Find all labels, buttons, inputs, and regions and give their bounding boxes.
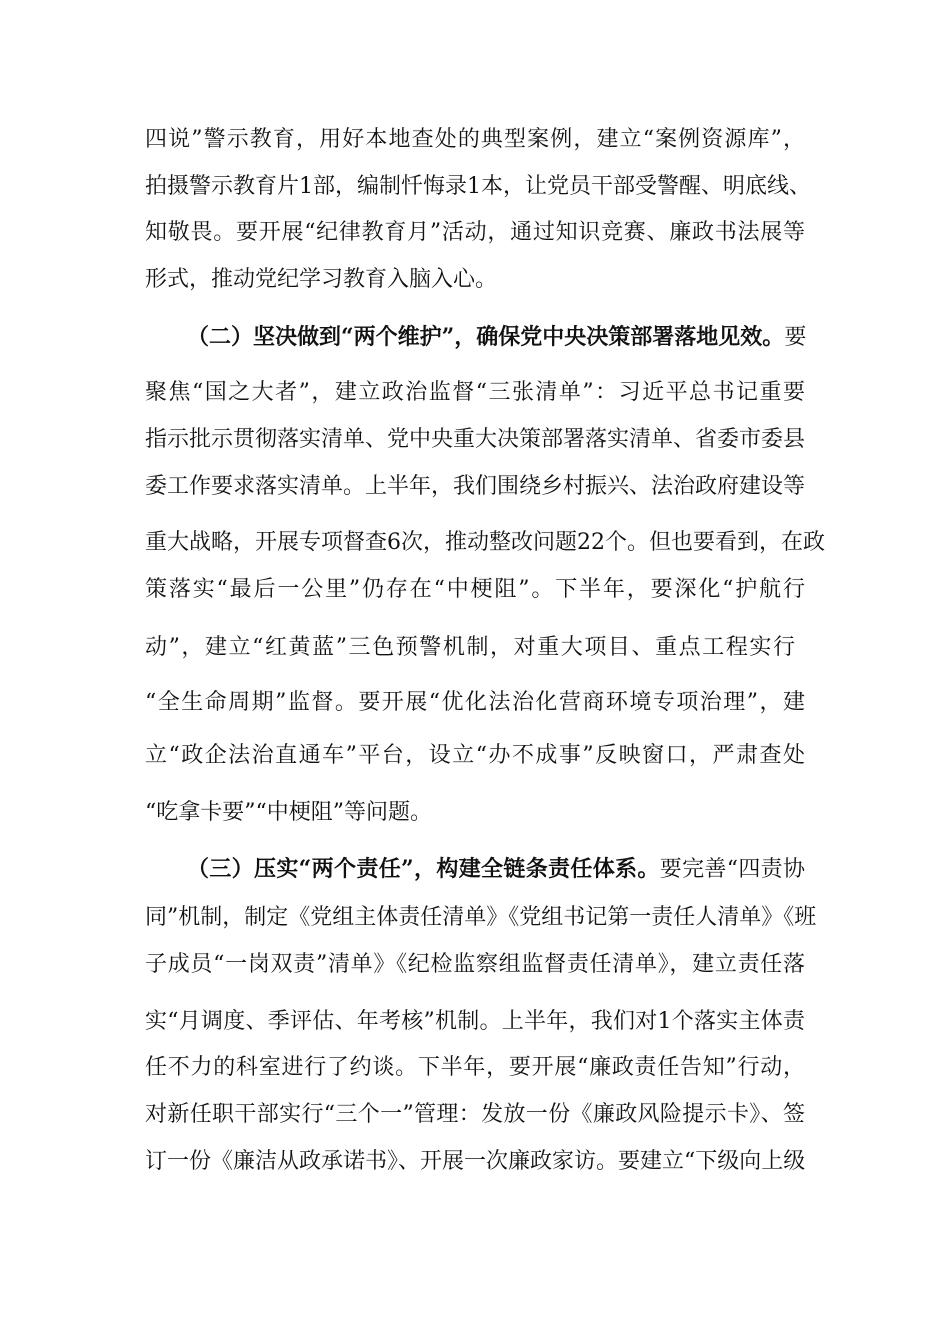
section-heading-line — [187, 854, 805, 884]
text-line — [145, 218, 805, 248]
body-text: 指示批示贯彻落实清单、党中央重大决策部署落实清单、省委市委县 — [145, 427, 806, 452]
text-line — [145, 425, 805, 455]
body-text: 四说”警示教育，用好本地查处的典型案例，建立“案例资源库”， — [145, 127, 805, 152]
text-line — [145, 688, 805, 718]
body-text: 委工作要求落实清单。上半年，我们围绕乡村振兴、法治政府建设等 — [145, 474, 806, 499]
body-text: 子成员“一岗双责”清单》《纪检监察组监督责任清单》，建立责任落 — [145, 952, 805, 977]
section-heading: （二）坚决做到“两个维护”，确保党中央决策部署落地见效。 — [187, 324, 785, 350]
body-text: 实“月调度、季评估、年考核”机制。上半年，我们对1个落实主体责 — [145, 1009, 805, 1034]
body-text: 要完善“四责协 — [659, 857, 806, 882]
body-text: “吃拿卡要”“中梗阻”等问题。 — [145, 800, 432, 825]
section-heading-line — [187, 322, 805, 352]
text-line — [145, 575, 805, 605]
body-text: 知敬畏。要开展“纪律教育月”活动，通过知识竞赛、廉政书法展等 — [145, 220, 805, 245]
body-text: 要 — [784, 325, 807, 350]
text-line — [145, 528, 825, 558]
text-line — [145, 1100, 805, 1130]
body-text: 动”，建立“红黄蓝”三色预警机制，对重大项目、重点工程实行 — [145, 635, 795, 660]
text-line — [145, 172, 811, 202]
section-heading: （三）压实“两个责任”，构建全链条责任体系。 — [187, 856, 660, 882]
body-text: 形式，推动党纪学习教育入脑入心。 — [145, 267, 498, 292]
body-text: 聚焦“国之大者”，建立政治监督“三张清单”：习近平总书记重要 — [145, 380, 805, 405]
body-text: 重大战略，开展专项督查6次，推动整改问题22个。但也要看到，在政 — [145, 530, 825, 555]
text-line — [145, 472, 805, 502]
body-text: 任不力的科室进行了约谈。下半年，要开展“廉政责任告知”行动， — [145, 1055, 805, 1080]
text-line — [145, 125, 805, 155]
text-line — [145, 378, 805, 408]
body-text: 拍摄警示教育片1部，编制忏悔录1本，让党员干部受警醒、明底线、 — [145, 174, 811, 199]
text-line — [145, 1053, 805, 1083]
text-line — [145, 741, 805, 771]
text-line — [145, 903, 817, 933]
text-line — [145, 798, 805, 828]
body-text: 立“政企法治直通车”平台，设立“办不成事”反映窗口，严肃查处 — [145, 743, 805, 768]
body-text: 同”机制，制定《党组主体责任清单》《党组书记第一责任人清单》《班 — [145, 905, 817, 930]
text-line — [145, 1147, 805, 1177]
body-text: 策落实“最后一公里”仍存在“中梗阻”。下半年，要深化“护航行 — [145, 577, 805, 602]
text-line — [145, 265, 805, 295]
text-line — [145, 950, 805, 980]
text-line — [145, 633, 795, 663]
text-line — [145, 1007, 805, 1037]
body-text: “全生命周期”监督。要开展“优化法治化营商环境专项治理”，建 — [145, 690, 805, 715]
body-text: 对新任职干部实行“三个一”管理：发放一份《廉政风险提示卡》、签 — [145, 1102, 805, 1127]
body-text: 订一份《廉洁从政承诺书》、开展一次廉政家访。要建立“下级向上级 — [145, 1149, 806, 1174]
